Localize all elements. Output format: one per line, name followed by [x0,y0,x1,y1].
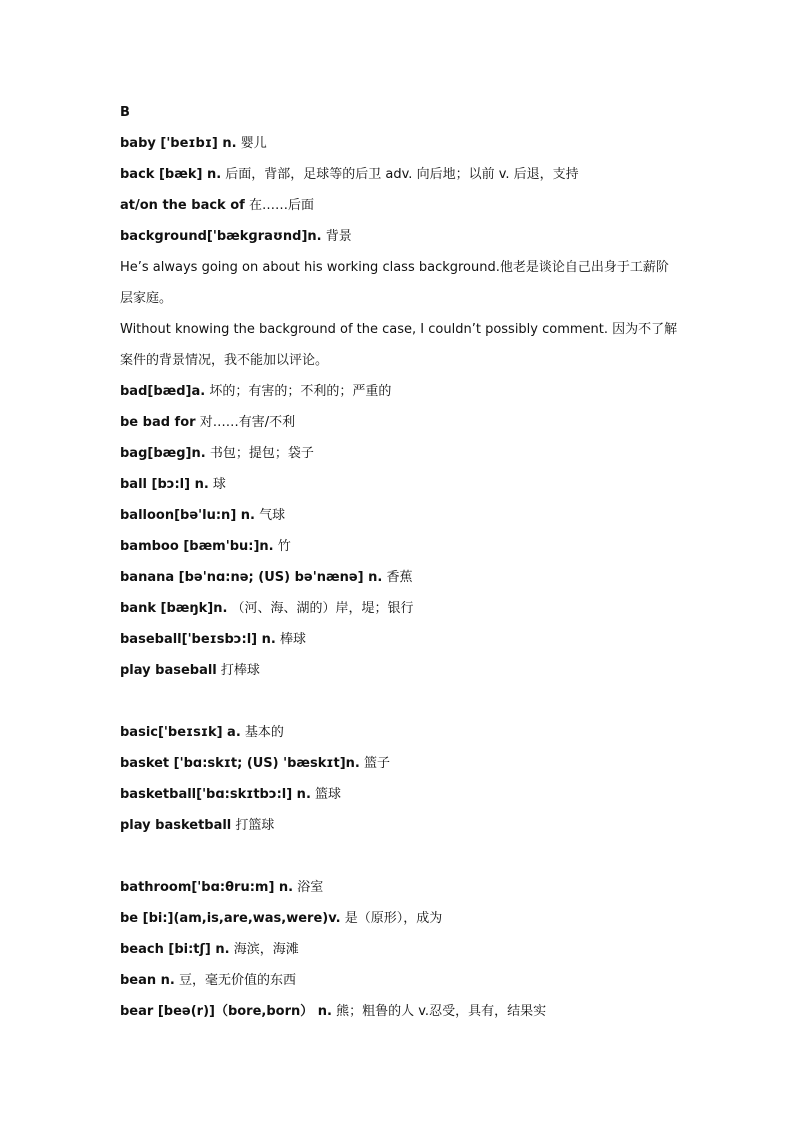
vocab-entry [120,562,680,593]
entry-definition: 海滨，海滩 [229,942,299,957]
entry-definition: 香蕉 [382,570,413,585]
entry-term: beach [bi:tʃ] n. [120,942,230,957]
entry-term: at/on the back of [120,198,245,213]
vocab-entry [120,903,680,934]
section-heading: B [120,105,130,120]
entry-term: play baseball [120,663,217,678]
entry-definition: 打篮球 [231,818,275,833]
entry-definition: 坏的；有害的；不利的；严重的 [205,384,392,399]
vocab-entry [120,469,680,500]
example-sentence: He’s always going on about his working class background.他老是谈论自己出身于工薪阶层家庭。 [120,260,669,306]
vocab-entry [120,996,680,1027]
entry-definition: 篮球 [310,787,342,802]
entry-definition: 是（原形），成为 [340,911,443,926]
vocab-entry [120,376,680,407]
vocab-entry [120,748,680,779]
entry-definition: 在……后面 [244,198,314,213]
entry-definition: 竹 [273,539,291,554]
entry-term: bean n. [120,973,175,988]
vocab-entry [120,872,680,903]
vocab-entry [120,221,680,252]
entry-term: bag[bæg]n. [120,446,206,461]
vocab-entry [120,655,680,686]
entry-definition: 后面，背部，足球等的后卫 adv. 向后地；以前 v. 后退，支持 [221,167,579,182]
vocab-entry [120,717,680,748]
entry-term: bamboo [bæm'bu:]n. [120,539,274,554]
vocab-entry [120,128,680,159]
entry-term: baseball['beɪsbɔ:l] n. [120,632,276,647]
entry-term: banana [bə'nɑ:nə; (US) bə'nænə] n. [120,570,383,585]
entry-term: basket ['bɑ:skɪt; (US) 'bæskɪt]n. [120,756,360,771]
entry-term: back [bæk] n. [120,167,222,182]
entry-term: basketball['bɑ:skɪtbɔ:l] n. [120,787,311,802]
entry-definition: 棒球 [275,632,306,647]
vocab-entry [120,965,680,996]
entry-definition: 基本的 [240,725,284,740]
example-sentence: Without knowing the background of the case, I couldn’t possibly comment. 因为不了解案件的背景情况，我不能加以评论。 [120,322,678,368]
entry-definition: 篮子 [359,756,391,771]
vocab-entry [120,159,680,190]
vocabulary-list [120,97,680,1027]
entry-definition: 豆，毫无价值的东西 [174,973,297,988]
blank-line [120,686,680,717]
entry-term: background['bækɡraʊnd]n. [120,229,322,244]
entry-term: bank [bæŋk]n. [120,601,228,616]
entry-definition: 背景 [321,229,352,244]
entry-definition: （河、海、湖的）岸，堤；银行 [227,601,414,616]
entry-definition: 球 [208,477,226,492]
entry-term: be [bi:](am,is,are,was,were)v. [120,911,341,926]
vocab-entry [120,438,680,469]
vocab-entry [120,500,680,531]
entry-term: bathroom['bɑ:θru:m] n. [120,880,294,895]
entry-definition: 书包；提包；袋子 [205,446,314,461]
entry-definition: 对……有害/不利 [195,415,296,430]
vocab-entry [120,624,680,655]
entry-term: ball [bɔ:l] n. [120,477,209,492]
entry-term: baby ['beɪbɪ] n. [120,136,237,151]
vocab-entry [120,190,680,221]
vocab-entry [120,810,680,841]
entry-definition: 婴儿 [236,136,267,151]
vocab-entry [120,407,680,438]
entry-term: bad[bæd]a. [120,384,206,399]
vocab-entry [120,531,680,562]
vocab-entry [120,934,680,965]
entry-definition: 浴室 [293,880,324,895]
vocab-entry [120,593,680,624]
entry-term: be bad for [120,415,196,430]
entry-definition: 气球 [254,508,286,523]
vocab-entry [120,779,680,810]
entry-term: basic['beɪsɪk] a. [120,725,241,740]
entry-term: balloon[bə'lu:n] n. [120,508,255,523]
blank-line [120,841,680,872]
entry-definition: 打棒球 [216,663,260,678]
entry-definition: 熊；粗鲁的人 v.忍受，具有，结果实 [331,1004,547,1019]
entry-term: play basketball [120,818,232,833]
entry-term: bear [beə(r)]（bore,born） n. [120,1004,332,1019]
